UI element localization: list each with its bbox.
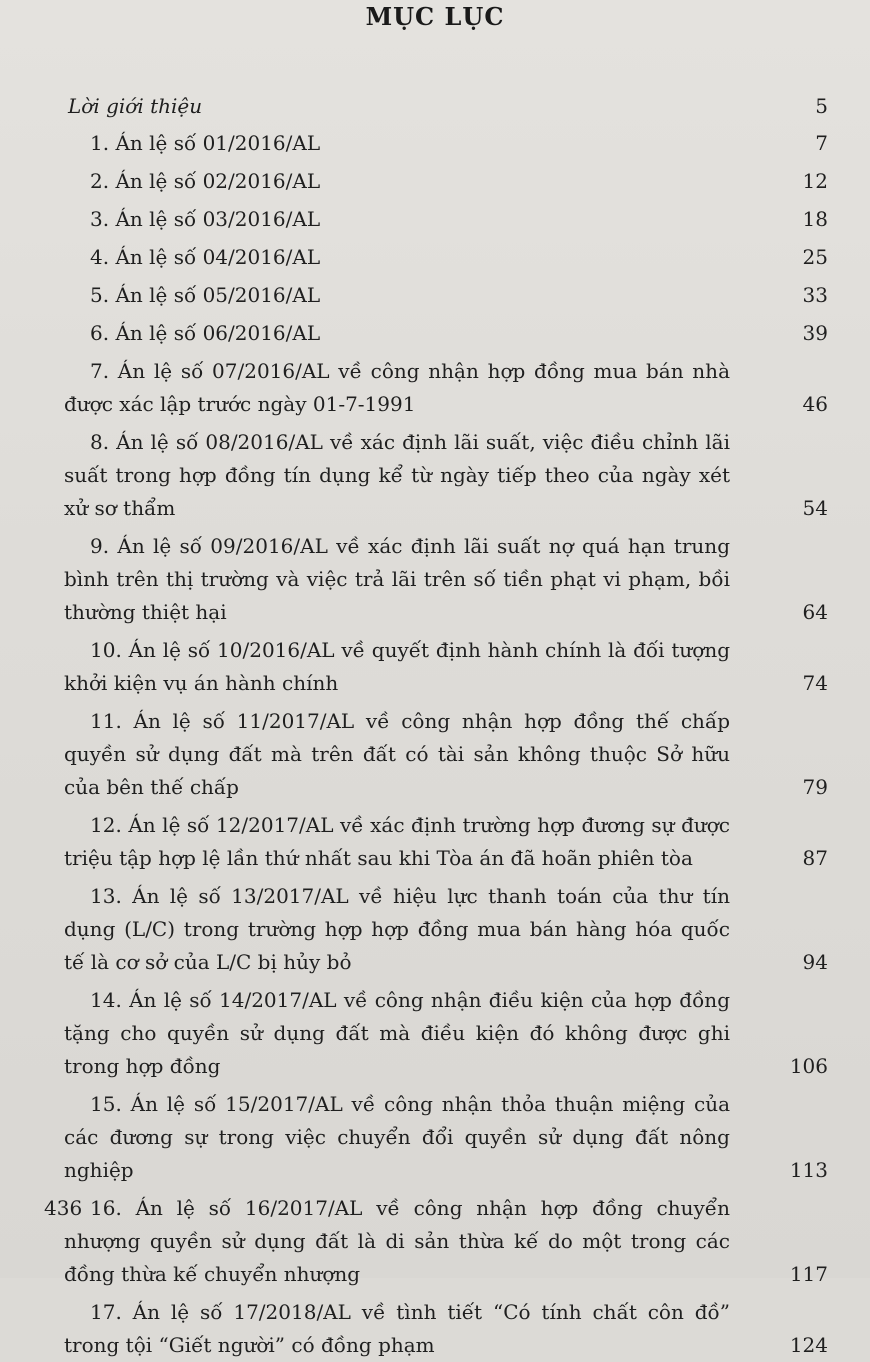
toc-entry-page: 64 — [802, 600, 828, 624]
toc-entry — [64, 241, 828, 274]
toc-entry — [64, 1192, 828, 1291]
toc-entry-title: 16. Án lệ số 16/2017/AL về công nhận hợp đồng chuyển nhượng quyền sử dụng đất là di sản thừa kế do một trong các đồng thừa kế chuyển nhượng — [64, 1196, 730, 1286]
toc-entry-title: 13. Án lệ số 13/2017/AL về hiệu lực thanh toán của thư tín dụng (L/C) trong trường hợp hợp đồng mua bán hàng hóa quốc tế là cơ sở của L/C bị hủy bỏ — [64, 884, 730, 974]
toc-entry-title: 4. Án lệ số 04/2016/AL — [90, 245, 321, 269]
toc-entry-page: 54 — [802, 496, 828, 520]
toc-entry-title: 6. Án lệ số 06/2016/AL — [90, 321, 321, 345]
toc-entry — [64, 165, 828, 198]
toc-entry-page: 5 — [815, 94, 828, 118]
toc-entry-page: 74 — [802, 671, 828, 695]
toc-entry — [64, 1088, 828, 1187]
toc-entry-page: 117 — [789, 1262, 828, 1286]
toc-entry-title: 14. Án lệ số 14/2017/AL về công nhận điều kiện của hợp đồng tặng cho quyền sử dụng đất mà điều kiện đó không được ghi trong hợp đồng — [64, 988, 730, 1078]
toc-entry — [64, 705, 828, 804]
toc-entry-title: 7. Án lệ số 07/2016/AL về công nhận hợp đồng mua bán nhà được xác lập trước ngày 01-7-1991 — [64, 359, 730, 416]
toc-entry-title: 5. Án lệ số 05/2016/AL — [90, 283, 321, 307]
page-number: 436 — [44, 1196, 83, 1220]
toc-entry-title: 11. Án lệ số 11/2017/AL về công nhận hợp đồng thế chấp quyền sử dụng đất mà trên đất có tài sản không thuộc Sở hữu của bên thế chấp — [64, 709, 730, 799]
toc-entry — [64, 530, 828, 629]
toc-entry-title: 10. Án lệ số 10/2016/AL về quyết định hành chính là đối tượng khởi kiện vụ án hành chính — [64, 638, 730, 695]
toc-entry-page: 46 — [802, 392, 828, 416]
toc-entry — [64, 984, 828, 1083]
toc-entry-page: 33 — [802, 283, 828, 307]
toc-entry-intro — [64, 90, 828, 123]
toc-entry-page: 12 — [802, 169, 828, 193]
toc-entry-page: 39 — [802, 321, 828, 345]
toc-entry-title: Lời giới thiệu — [68, 94, 203, 118]
toc-entry-page: 124 — [789, 1333, 828, 1357]
toc-entry — [64, 634, 828, 700]
toc-entry — [64, 279, 828, 312]
toc-entry-page: 25 — [802, 245, 828, 269]
toc-entry — [64, 426, 828, 525]
toc-entry-title: 2. Án lệ số 02/2016/AL — [90, 169, 321, 193]
toc-entry — [64, 127, 828, 160]
toc-entry-page: 94 — [802, 950, 828, 974]
toc-entry-title: 9. Án lệ số 09/2016/AL về xác định lãi suất nợ quá hạn trung bình trên thị trường và việc trả lãi trên số tiền phạt vi phạm, bồi thường thiệt hại — [64, 534, 730, 624]
toc-entry-page: 18 — [802, 207, 828, 231]
toc-entry-title: 3. Án lệ số 03/2016/AL — [90, 207, 321, 231]
toc-entry — [64, 317, 828, 350]
toc-entry-title: 12. Án lệ số 12/2017/AL về xác định trường hợp đương sự được triệu tập hợp lệ lần thứ nhất sau khi Tòa án đã hoãn phiên tòa — [64, 813, 730, 870]
toc-entry-page: 113 — [789, 1158, 828, 1182]
toc-entry-page: 79 — [802, 775, 828, 799]
toc-entry-page: 87 — [802, 846, 828, 870]
toc-entry-page: 106 — [789, 1054, 828, 1078]
toc-entry-title: 15. Án lệ số 15/2017/AL về công nhận thỏa thuận miệng của các đương sự trong việc chuyển đổi quyền sử dụng đất nông nghiệp — [64, 1092, 730, 1182]
toc-entry — [64, 809, 828, 875]
toc-entry-title: 1. Án lệ số 01/2016/AL — [90, 131, 321, 155]
toc-entry — [64, 880, 828, 979]
toc-entry-page: 7 — [815, 131, 828, 155]
toc-entry-title: 17. Án lệ số 17/2018/AL về tình tiết “Có tính chất côn đồ” trong tội “Giết người” có đồng phạm — [64, 1300, 730, 1357]
toc-entry-title: 8. Án lệ số 08/2016/AL về xác định lãi suất, việc điều chỉnh lãi suất trong hợp đồng tín dụng kể từ ngày tiếp theo của ngày xét xử sơ thẩm — [64, 430, 730, 520]
toc-entry — [64, 355, 828, 421]
page-title: MỤC LỤC — [365, 2, 505, 31]
toc-entry — [64, 1296, 828, 1362]
toc-entry — [64, 203, 828, 236]
table-of-contents — [64, 90, 828, 1362]
